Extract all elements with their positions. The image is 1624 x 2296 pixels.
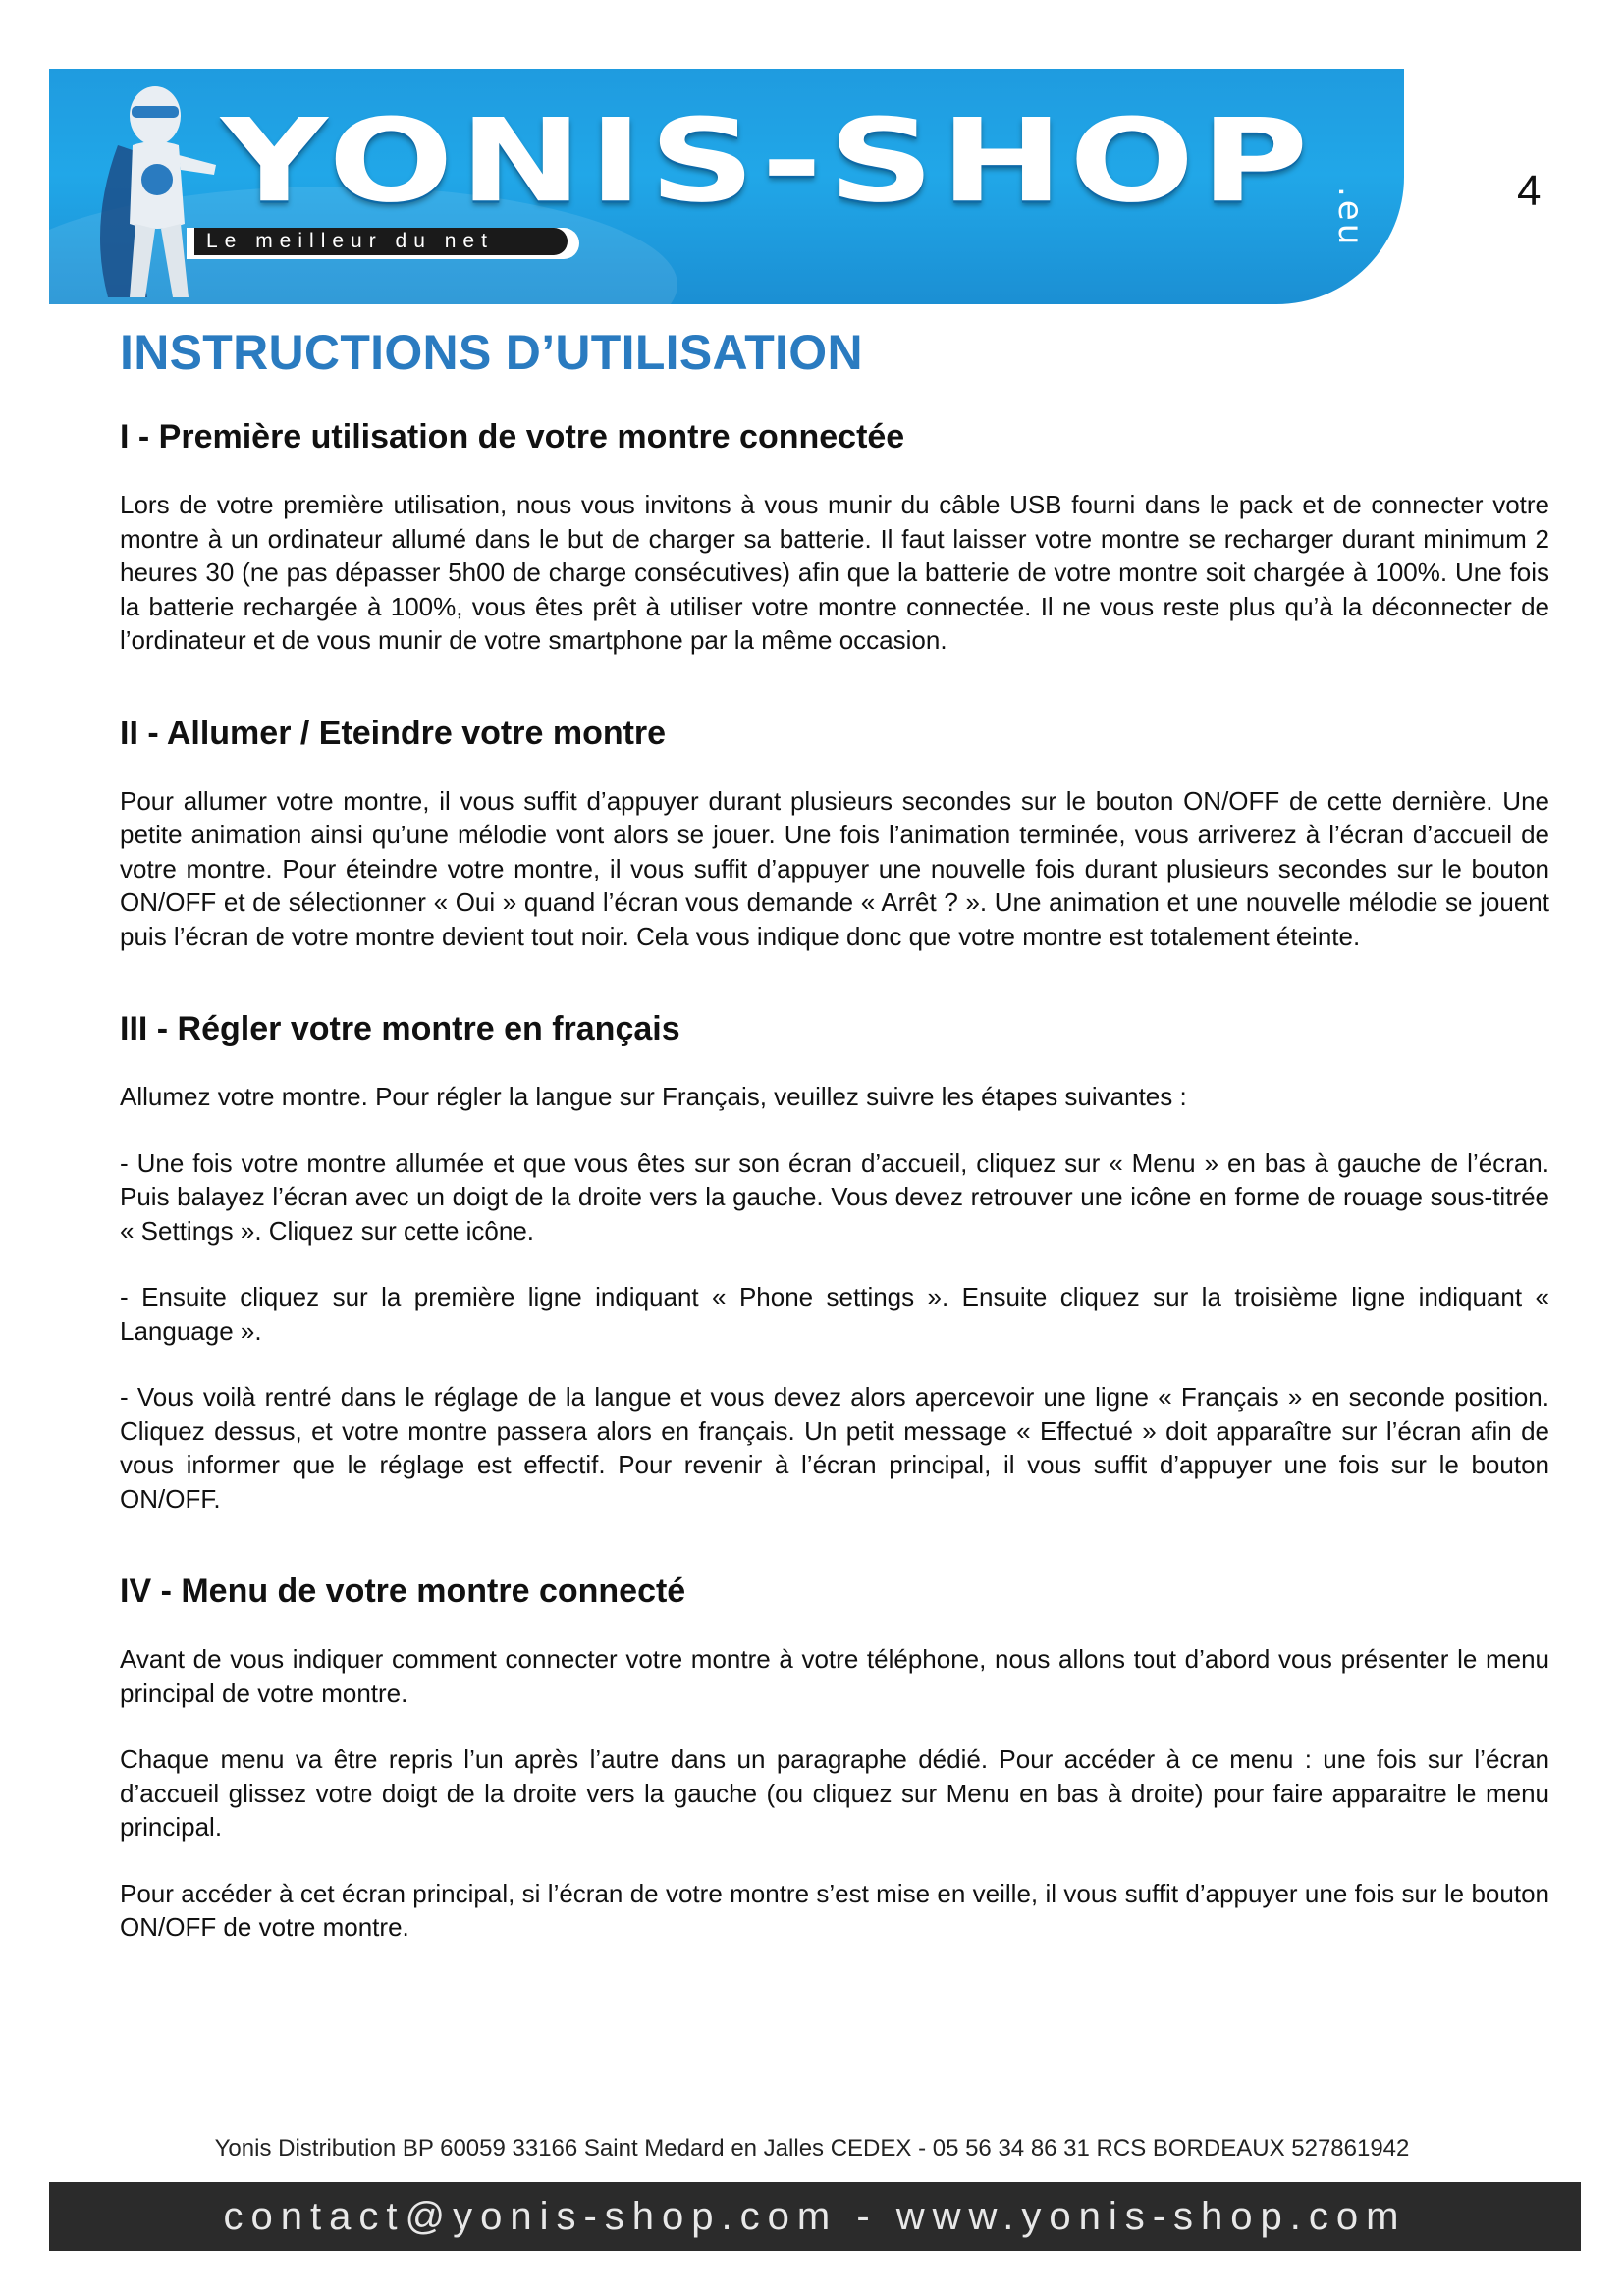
tagline-text: Le meilleur du net	[194, 228, 568, 255]
header-banner	[49, 69, 1404, 304]
section-3-paragraph-step1: - Une fois votre montre allumée et que vous êtes sur son écran d’accueil, cliquez sur « Menu » en bas à gauche de l’écran. Puis balayez l’écran avec un doigt de la droite vers la gauche. Vous devez retrouver une icône en forme de rouage sous-titrée « Settings ». Cliquez sur cette icône.	[120, 1148, 1549, 1246]
section-1-paragraph: Lors de votre première utilisation, nous vous invitons à vous munir du câble USB fourni dans le pack et de connecter votre montre à un ordinateur allumé dans le but de charger sa batterie. Il faut laisser votre montre se recharger durant minimum 2 heures 30 (ne pas dépasser 5h00 de charge consécutives) afin que la batterie de votre montre soit chargée à 100%. Une fois la batterie rechargée à 100%, vous êtes prêt à utiliser votre montre connectée. Il ne vous reste plus qu’à la déconnecter de l’ordinateur et de vous munir de votre smartphone par la même occasion.	[120, 490, 1549, 655]
brand-logo-text: YONIS-SHOP	[221, 94, 1315, 229]
section-heading-4: IV - Menu de votre montre connecté	[120, 1573, 686, 1610]
superhero-mascot-icon	[79, 77, 226, 304]
document-title: INSTRUCTIONS D’UTILISATION	[120, 325, 863, 380]
footer-address: Yonis Distribution BP 60059 33166 Saint Medard en Jalles CEDEX - 05 56 34 86 31 RCS BORDEAUX 527861942	[214, 2135, 1410, 2162]
section-3-paragraph-step3: - Vous voilà rentré dans le réglage de la langue et vous devez alors apercevoir une ligne « Français » en seconde position. Cliquez dessus, et votre montre passera alors en français. Un petit message « Effectué » doit apparaître sur l’écran afin de vous informer que le réglage est effectif. Pour revenir à l’écran principal, il vous suffit d’appuyer une fois sur le bouton ON/OFF.	[120, 1382, 1549, 1514]
section-heading-2: II - Allumer / Eteindre votre montre	[120, 714, 667, 752]
brand-domain-suffix: .eu	[1330, 187, 1370, 248]
section-3-paragraph-step2: - Ensuite cliquez sur la première ligne indiquant « Phone settings ». Ensuite cliquez sur la troisième ligne indiquant « Language ».	[120, 1282, 1549, 1346]
footer-contact-bar: contact@yonis-shop.com - www.yonis-shop.com	[49, 2182, 1581, 2251]
section-4-paragraph-2: Chaque menu va être repris l’un après l’autre dans un paragraphe dédié. Pour accéder à ce menu : une fois sur l’écran d’accueil glissez votre doigt de la droite vers la gauche (ou cliquez sur Menu en bas à droite) pour faire apparaitre le menu principal.	[120, 1744, 1549, 1842]
section-4-paragraph-1: Avant de vous indiquer comment connecter votre montre à votre téléphone, nous allons tout d’abord vous présenter le menu principal de votre montre.	[120, 1644, 1549, 1708]
section-2-paragraph: Pour allumer votre montre, il vous suffit d’appuyer durant plusieurs secondes sur le bouton ON/OFF de cette dernière. Une petite animation ainsi qu’une mélodie vont alors se jouer. Une fois l’animation terminée, vous arriverez à l’écran d’accueil de votre montre. Pour éteindre votre montre, il vous suffit d’appuyer une nouvelle fois durant plusieurs secondes sur le bouton ON/OFF et de sélectionner « Oui » quand l’écran vous demande « Arrêt ? ». Une animation et une nouvelle mélodie se jouent puis l’écran de votre montre devient tout noir. Cela vous indique donc que votre montre est totalement éteinte.	[120, 785, 1549, 951]
document-body	[120, 324, 1593, 1977]
section-heading-1: I - Première utilisation de votre montre connectée	[120, 418, 905, 455]
section-heading-3: III - Régler votre montre en français	[120, 1010, 680, 1047]
section-4-paragraph-3: Pour accéder à cet écran principal, si l’écran de votre montre s’est mise en veille, il vous suffit d’appuyer une fois sur le bouton ON/OFF de votre montre.	[120, 1878, 1549, 1942]
tagline-badge	[187, 228, 579, 259]
section-3-paragraph-intro: Allumez votre montre. Pour régler la langue sur Français, veuillez suivre les étapes suivantes :	[120, 1082, 1187, 1111]
page-number: 4	[1517, 167, 1542, 215]
